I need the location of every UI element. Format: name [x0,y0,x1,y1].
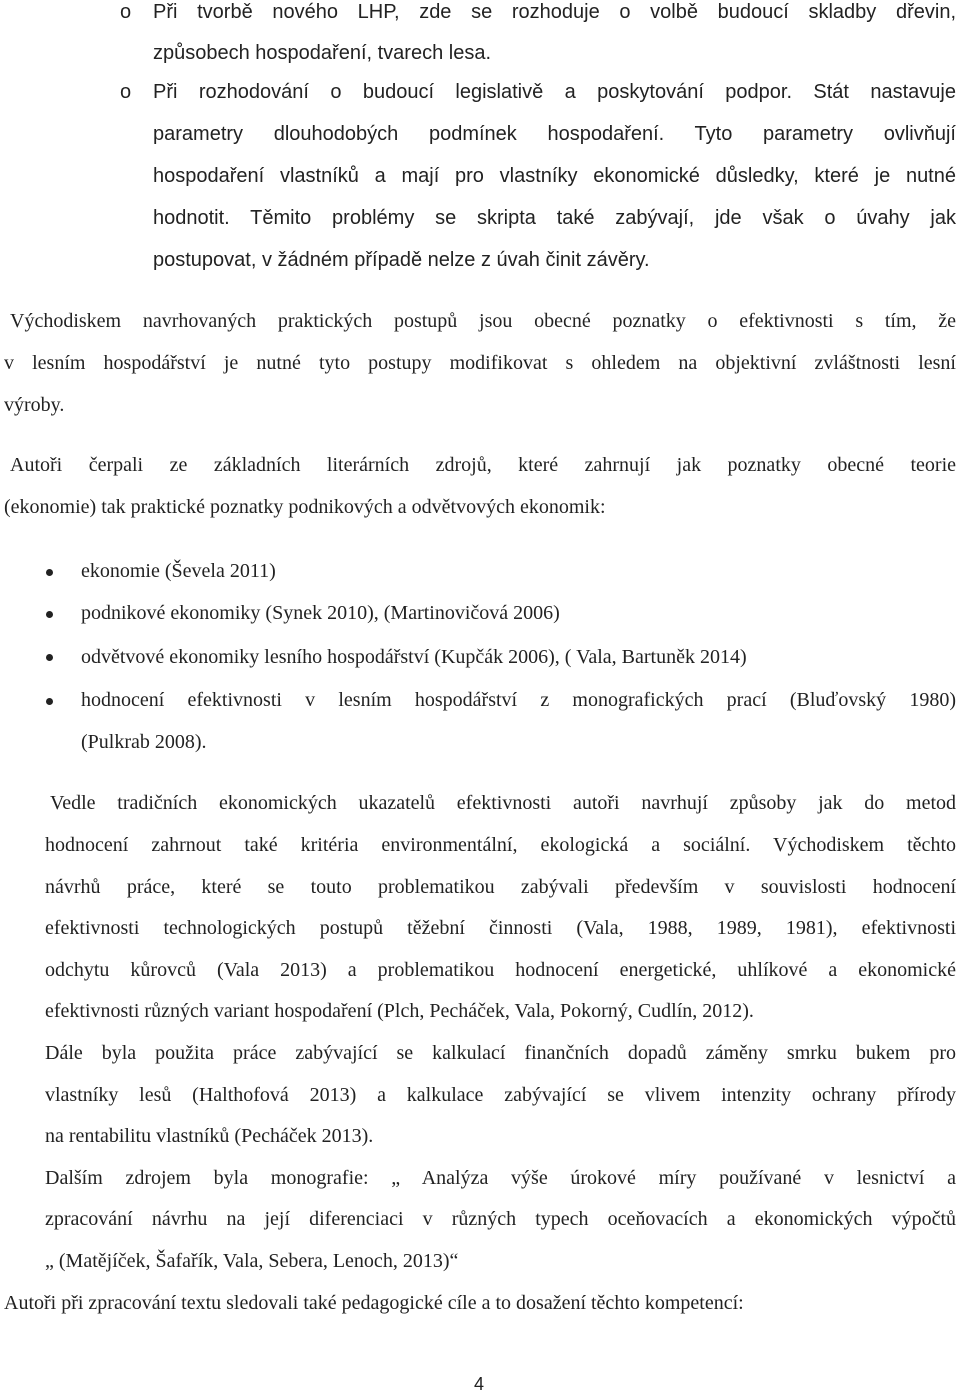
paragraph-line: Autoři při zpracování textu sledovali také pedagogické cíle a to dosažení těchto kompetencí: [4,1292,744,1314]
list-item-line: Při rozhodování o budoucí legislativě a poskytování podpor. Stát nastavuje [153,81,956,103]
list-item: odvětvové ekonomiky lesního hospodářství (Kupčák 2006), ( Vala, Bartuněk 2014) [81,646,747,668]
paragraph-line: Dalším zdrojem byla monografie: „ Analýza výše úrokové míry používané v lesnictví a [45,1167,956,1189]
paragraph-line: zpracování návrhu na její diferenciaci v různých typech oceňovacích a ekonomických výpočtů [45,1208,956,1230]
paragraph-line: v lesním hospodářství je nutné tyto postupy modifikovat s ohledem na objektivní zvláštnosti lesní [4,352,956,374]
list-item-line: hodnotit. Těmito problémy se skripta také zabývají, jde však o úvahy jak [153,207,956,229]
list-item-line: Při tvorbě nového LHP, zde se rozhoduje o volbě budoucí skladby dřevin, [153,1,956,23]
paragraph-line: Vedle tradičních ekonomických ukazatelů efektivnosti autoři navrhují způsoby jak do metod [50,792,956,814]
list-item: hodnocení efektivnosti v lesním hospodářství z monografických prací (Bluďovský 1980) [81,689,956,711]
paragraph-line: Autoři čerpali ze základních literárních zdrojů, které zahrnují jak poznatky obecné teorie [10,454,956,476]
paragraph-line: Dále byla použita práce zabývající se kalkulací finančních dopadů záměny smrku bukem pro [45,1042,956,1064]
paragraph-line: Východiskem navrhovaných praktických postupů jsou obecné poznatky o efektivnosti s tím, že [10,310,956,332]
paragraph-line: efektivnosti technologických postupů těžební činnosti (Vala, 1988, 1989, 1981), efektivnosti [45,917,956,939]
paragraph-line: na rentabilitu vlastníků (Pecháček 2013). [45,1125,374,1147]
bullet-dot [46,611,53,618]
paragraph-line: návrhů práce, které se touto problematikou zabývali především v souvislosti hodnocení [45,876,956,898]
paragraph-line: hodnocení zahrnout také kritéria environmentální, ekologická a sociální. Východiskem těchto [45,834,956,856]
bullet-dot [46,569,53,576]
paragraph-line: vlastníky lesů (Halthofová 2013) a kalkulace zabývající se vlivem intenzity ochrany přírody [45,1084,956,1106]
list-item-line: postupovat, v žádném případě nelze z úvah činit závěry. [153,249,650,271]
bullet-dot [46,698,53,705]
paragraph-line: výroby. [4,394,65,416]
paragraph-line: „ (Matějíček, Šafařík, Vala, Sebera, Lenoch, 2013)“ [45,1250,459,1272]
paragraph-line: odchytu kůrovců (Vala 2013) a problematikou hodnocení energetické, uhlíkové a ekonomické [45,959,956,981]
bullet-dot [46,654,53,661]
list-marker: o [120,81,132,103]
list-item: ekonomie (Ševela 2011) [81,560,276,582]
list-marker: o [120,1,132,23]
list-item-line: hospodaření vlastníků a mají pro vlastníky ekonomické důsledky, které je nutné [153,165,956,187]
paragraph-line: (ekonomie) tak praktické poznatky podnikových a odvětvových ekonomik: [4,496,606,518]
paragraph-line: efektivnosti různých variant hospodaření (Plch, Pecháček, Vala, Pokorný, Cudlín, 2012). [45,1000,754,1022]
page-number: 4 [474,1374,485,1394]
list-item-line: parametry dlouhodobých podmínek hospodaření. Tyto parametry ovlivňují [153,123,956,145]
list-item: podnikové ekonomiky (Synek 2010), (Martinovičová 2006) [81,602,560,624]
list-item-line: způsobech hospodaření, tvarech lesa. [153,42,491,64]
list-item: (Pulkrab 2008). [81,731,207,753]
